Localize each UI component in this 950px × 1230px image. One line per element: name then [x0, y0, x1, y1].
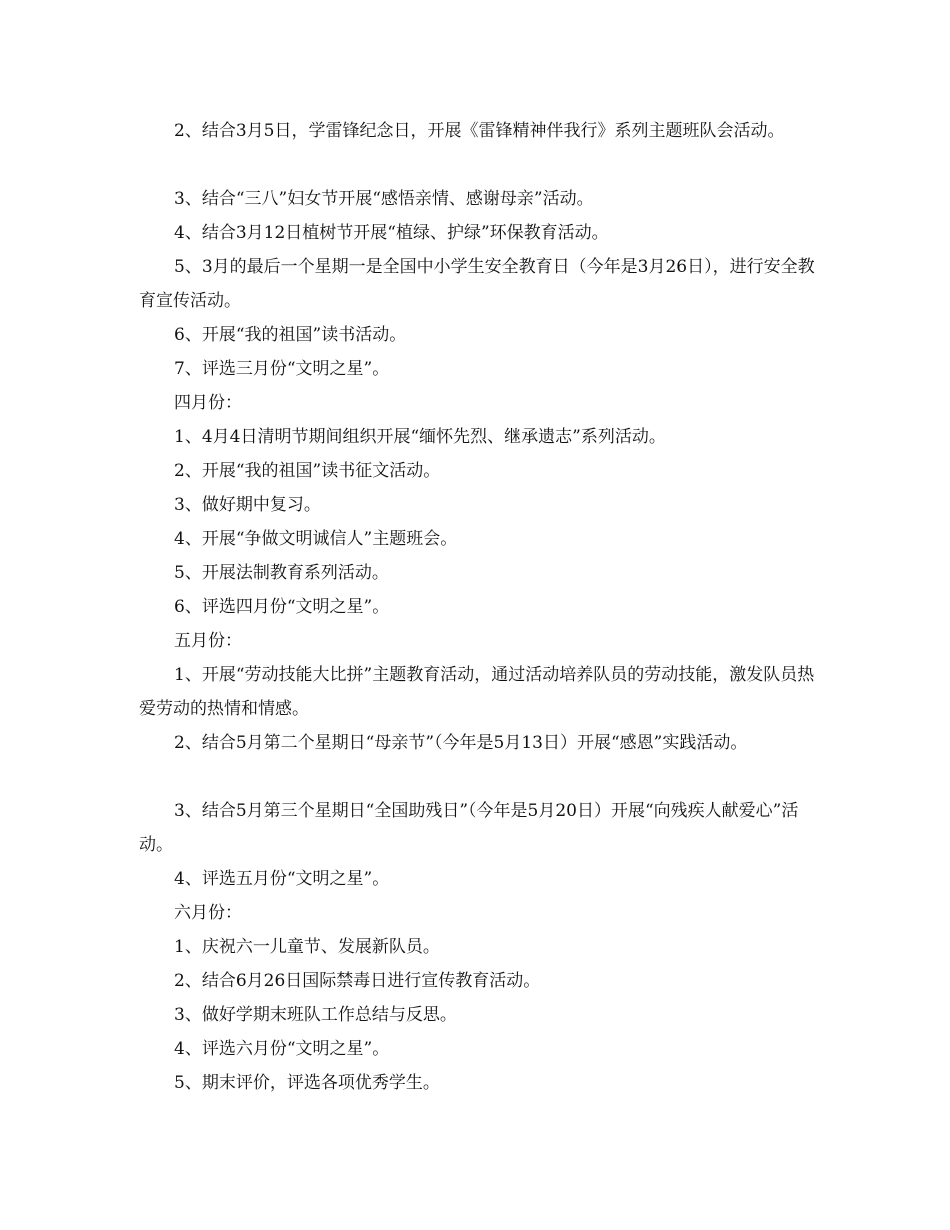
paragraph-march-2: 2、结合3月5日，学雷锋纪念日，开展《雷锋精神伴我行》系列主题班队会活动。 [174, 121, 785, 141]
paragraph-june-2: 2、结合6月26日国际禁毒日进行宣传教育活动。 [174, 971, 541, 991]
paragraph-april-2: 2、开展“我的祖国”读书征文活动。 [174, 461, 441, 481]
paragraph-june-4: 4、评选六月份“文明之星”。 [174, 1039, 390, 1059]
paragraph-march-6: 6、开展“我的祖国”读书活动。 [174, 325, 407, 345]
paragraph-april-1: 1、4月4日清明节期间组织开展“缅怀先烈、继承遗志”系列活动。 [174, 427, 666, 447]
paragraph-may-1: 1、开展“劳动技能大比拼”主题教育活动，通过活动培养队员的劳动技能，激发队员热爱劳动的热情和情感。 [139, 665, 815, 719]
paragraph-april-5: 5、开展法制教育系列活动。 [174, 563, 389, 583]
heading-june: 六月份： [174, 903, 242, 923]
paragraph-march-5: 5、3月的最后一个星期一是全国中小学生安全教育日（今年是3月26日），进行安全教育宣传活动。 [139, 257, 815, 311]
paragraph-march-4: 4、结合3月12日植树节开展“植绿、护绿”环保教育活动。 [174, 223, 609, 243]
paragraph-april-6: 6、评选四月份“文明之星”。 [174, 597, 390, 617]
paragraph-march-7: 7、评选三月份“文明之星”。 [174, 359, 390, 379]
paragraph-may-3: 3、结合5月第三个星期日“全国助残日”（今年是5月20日）开展“向残疾人献爱心”活动。 [139, 801, 799, 855]
paragraph-april-3: 3、做好期中复习。 [174, 495, 321, 515]
paragraph-june-3: 3、做好学期末班队工作总结与反思。 [174, 1005, 457, 1025]
paragraph-june-5: 5、期末评价，评选各项优秀学生。 [174, 1073, 440, 1093]
paragraph-june-1: 1、庆祝六一儿童节、发展新队员。 [174, 937, 440, 957]
paragraph-may-2: 2、结合5月第二个星期日“母亲节”（今年是5月13日）开展“感恩”实践活动。 [174, 733, 748, 753]
paragraph-march-3: 3、结合“三八”妇女节开展“感悟亲情、感谢母亲”活动。 [174, 189, 594, 209]
paragraph-april-4: 4、开展“争做文明诚信人”主题班会。 [174, 529, 458, 549]
heading-april: 四月份： [174, 393, 242, 413]
paragraph-may-4: 4、评选五月份“文明之星”。 [174, 869, 390, 889]
heading-may: 五月份： [174, 631, 242, 651]
